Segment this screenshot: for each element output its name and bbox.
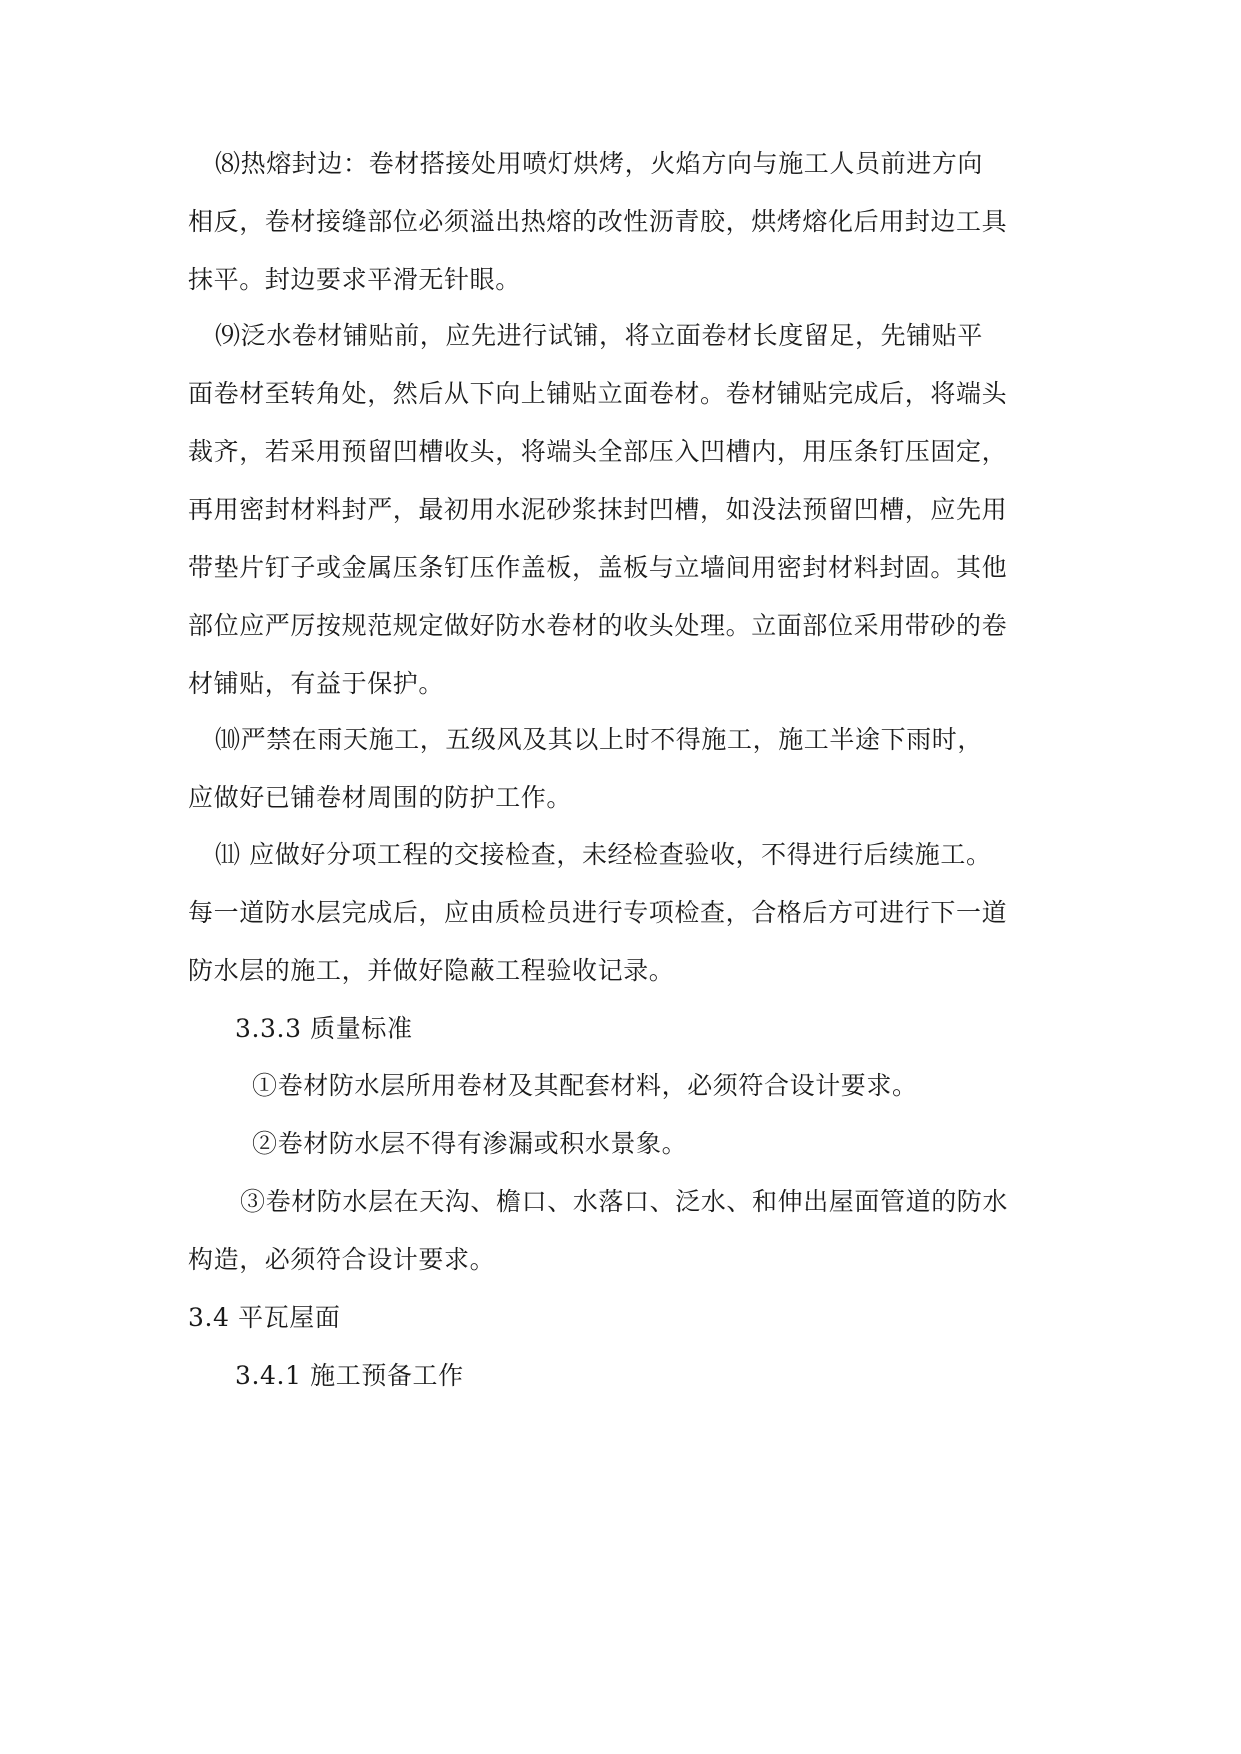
paragraph-8-line-1: ⑻热熔封边：卷材搭接处用喷灯烘烤，火焰方向与施工人员前进方向	[215, 149, 984, 178]
quality-item-3-line-2: 构造，必须符合设计要求。	[188, 1245, 496, 1274]
quality-item-2: ②卷材防水层不得有渗漏或积水景象。	[252, 1129, 688, 1158]
paragraph-11-line-1: ⑾ 应做好分项工程的交接检查，未经检查验收，不得进行后续施工。	[215, 840, 992, 869]
section-heading-3-4-1: 3.4.1 施工预备工作	[235, 1361, 464, 1390]
section-heading-3-3-3: 3.3.3 质量标准	[235, 1014, 413, 1043]
paragraph-9-line-6: 部位应严厉按规范规定做好防水卷材的收头处理。立面部位采用带砂的卷	[188, 611, 1008, 640]
quality-item-3-line-1: ③卷材防水层在天沟、檐口、水落口、泛水、和伸出屋面管道的防水	[240, 1187, 1009, 1216]
paragraph-10-line-2: 应做好已铺卷材周围的防护工作。	[188, 783, 573, 812]
paragraph-9-line-1: ⑼泛水卷材铺贴前，应先进行试铺，将立面卷材长度留足，先铺贴平	[215, 321, 984, 350]
paragraph-9-line-4: 再用密封材料封严，最初用水泥砂浆抹封凹槽，如没法预留凹槽，应先用	[188, 495, 1008, 524]
paragraph-10-line-1: ⑽严禁在雨天施工，五级风及其以上时不得施工，施工半途下雨时，	[215, 725, 984, 754]
paragraph-8-line-3: 抹平。封边要求平滑无针眼。	[188, 265, 521, 294]
paragraph-9-line-7: 材铺贴，有益于保护。	[188, 669, 445, 698]
paragraph-11-line-3: 防水层的施工，并做好隐蔽工程验收记录。	[188, 956, 675, 985]
paragraph-11-line-2: 每一道防水层完成后，应由质检员进行专项检查，合格后方可进行下一道	[188, 898, 1008, 927]
paragraph-9-line-3: 裁齐，若采用预留凹槽收头，将端头全部压入凹槽内，用压条钉压固定，	[188, 437, 1008, 466]
paragraph-9-line-5: 带垫片钉子或金属压条钉压作盖板，盖板与立墙间用密封材料封固。其他	[188, 553, 1008, 582]
paragraph-9-line-2: 面卷材至转角处，然后从下向上铺贴立面卷材。卷材铺贴完成后，将端头	[188, 379, 1008, 408]
quality-item-1: ①卷材防水层所用卷材及其配套材料，必须符合设计要求。	[252, 1071, 918, 1100]
paragraph-8-line-2: 相反，卷材接缝部位必须溢出热熔的改性沥青胶，烘烤熔化后用封边工具	[188, 207, 1008, 236]
section-heading-3-4: 3.4 平瓦屋面	[188, 1303, 341, 1332]
